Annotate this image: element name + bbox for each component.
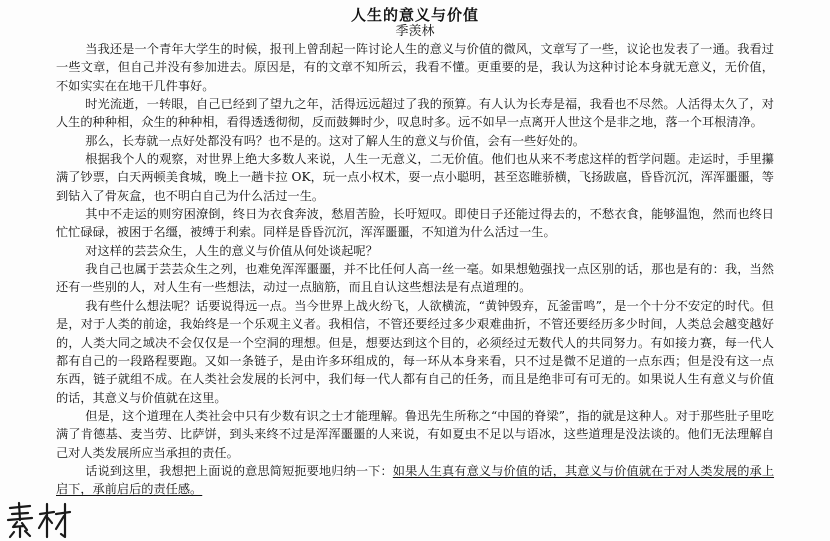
- paragraph-3: 那么，长寿就一点好处都没有吗？也不是的。这对了解人生的意义与价值，会有一些好处的。: [85, 133, 585, 148]
- handwritten-note-drawing: [2, 500, 74, 540]
- paragraph-1: 当我还是一个青年大学生的时候，报刊上曾刮起一阵讨论人生的意义与价值的微风，文章写了一些，议论也发表了一通。我看过一些文章，但自己并没有参加进去。原因是，有的文章不知所云，我看不懂。更重要的是，我认为这种讨论本身就无意义，无价值，不如实实在在地干几件事好。: [56, 42, 774, 93]
- handwritten-note: [2, 500, 74, 540]
- paragraph-8: 我有些什么想法呢？话要说得远一点。当今世界上战火纷飞，人欲横流，“黄钟毁弃，瓦釜雷鸣”，是一个十分不安定的时代。但是，对于人类的前途，我始终是一个乐观主义者。我相信，不管还要经过多少艰难曲折，不管还要经历多少时间，人类总会越变越好的，人类大同之域决不会仅仅是一个空洞的理想。但是，想要达到这个目的，必须经过无数代人的共同努力。有如接力赛，每一代人都有自己的一段路程要跑。又如一条链子，是由许多环组成的，每一环从本身来看，只不过是微不足道的一点东西；但是没有这一点东西，链子就组不成。在人类社会发展的长河中，我们每一代人都有自己的任务，而且是绝非可有可无的。如果说人生有意义与价值的话，其意义与价值就在这里。: [56, 298, 774, 405]
- paragraph-10: [56, 462, 774, 499]
- underlined-conclusion: 如果人生真有意义与价值的话，其意义与价值就在于对人类发展的承上启下，承前启后的责任感。: [56, 463, 775, 497]
- paragraph-2: 时光流逝，一转眼，自己已经到了望九之年，活得远远超过了我的预算。有人认为长寿是福，我看也不尽然。人活得太久了，对人生的种种相，众生的种种相，看得透透彻彻，反而鼓舞时少，叹息时多。远不如早一点离开人世这个是非之地，落一个耳根清净。: [56, 97, 774, 130]
- paragraph-9: 但是，这个道理在人类社会中只有少数有识之士才能理解。鲁迅先生所称之“中国的脊梁”，指的就是这种人。对于那些肚子里吃满了肯德基、麦当劳、比萨饼，到头来终不过是浑浑噩噩的人来说，有如夏虫不足以与语冰，这些道理是没法谈的。他们无法理解自己对人类发展所应当承担的责任。: [56, 408, 774, 460]
- article-title: 人生的意义与价值: [350, 6, 479, 24]
- paragraph-5: 其中不走运的则穷困潦倒，终日为衣食奔波，愁眉苦脸，长吁短叹。即使日子还能过得去的，不愁衣食，能够温饱，然而也终日忙忙碌碌，被困于名缰，被缚于利索。同样是昏昏沉沉，浑浑噩噩，不知道为什么活过一生。: [56, 207, 774, 240]
- paragraph-6: 对这样的芸芸众生，人生的意义与价值从何处谈起呢？: [85, 243, 378, 258]
- paragraph-4: 根据我个人的观察，对世界上绝大多数人来说，人生一无意义，二无价值。他们也从来不考虑这样的哲学问题。走运时，手里攥满了钞票，白天两顿美食城，晚上一趟卡拉 OK，玩一点小权术，耍一点小聪明，甚至恣睢骄横，飞扬跋扈，昏昏沉沉，浑浑噩噩，等到钻入了骨灰盒，也不明白自己为什么活过一生。: [56, 152, 774, 203]
- conclusion-intro: 话说到这里，我想把上面说的意思简短扼要地归纳一下：: [85, 463, 393, 478]
- paragraph-7: 我自己也属于芸芸众生之列，也难免浑浑噩噩，并不比任何人高一丝一毫。如果想勉强找一点区别的话，那也是有的：我，当然还有一些别的人，对人生有一些想法，动过一点脑筋，而且自认这些想法是有点道理的。: [56, 262, 774, 295]
- article-author: 季羡林: [395, 24, 435, 39]
- article-body: [56, 40, 774, 499]
